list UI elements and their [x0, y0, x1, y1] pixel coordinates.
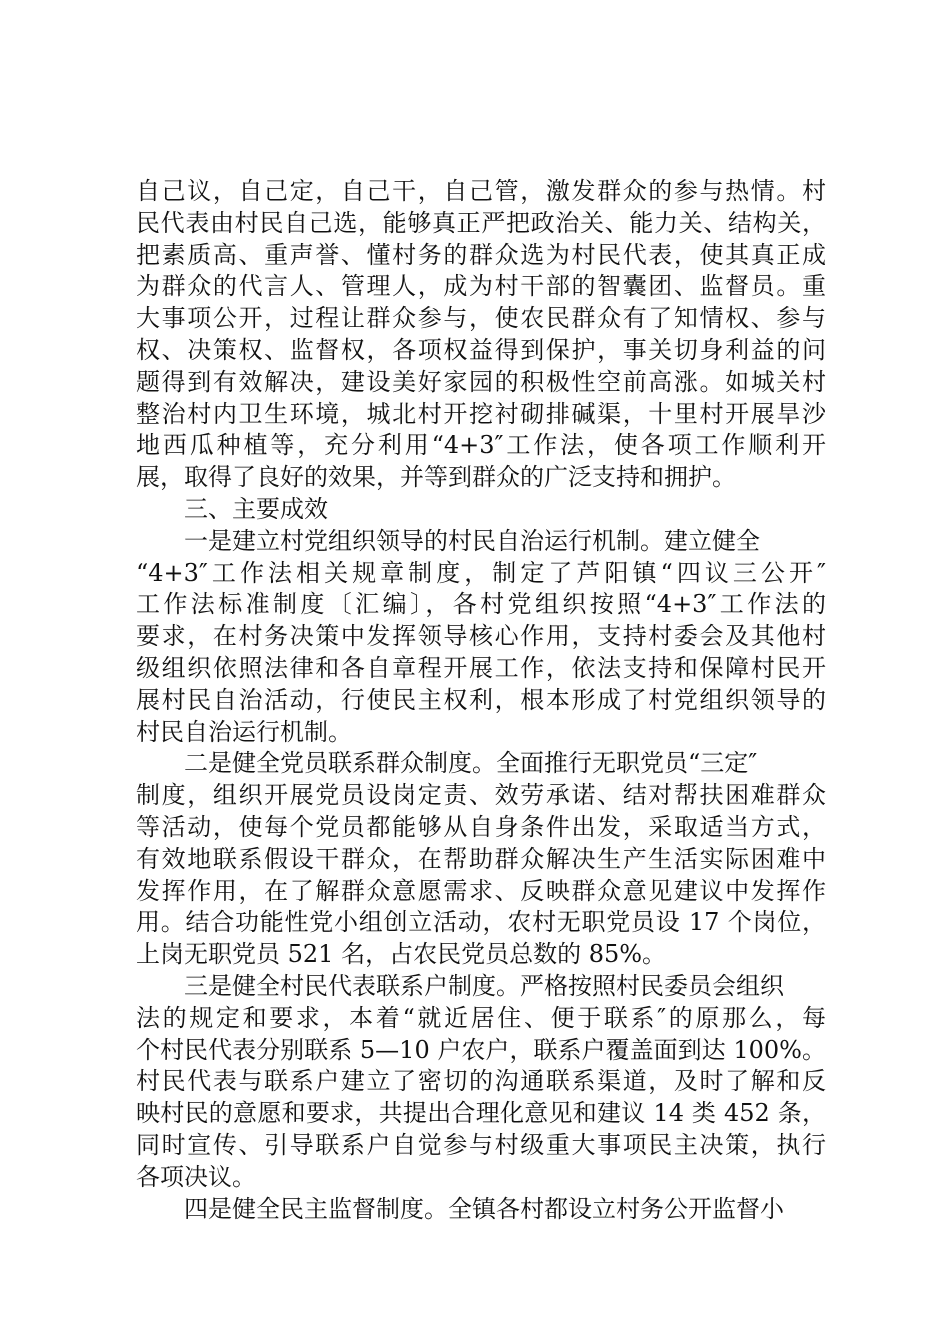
text-line: 同时宣传、引导联系户自觉参与村级重大事项民主决策，执行 [136, 1130, 826, 1159]
text-line: 展，取得了良好的效果，并等到群众的广泛支持和拥护。 [136, 463, 736, 492]
text-line: 地西瓜种植等，充分利用“4+3″工作法，使各项工作顺利开 [136, 431, 826, 460]
text-line: 发挥作用，在了解群众意愿需求、反映群众意见建议中发挥作 [136, 876, 826, 905]
text-line: 题得到有效解决，建设美好家园的积极性空前高涨。如城关村 [136, 367, 826, 396]
text-line: 把素质高、重声誉、懂村务的群众选为村民代表，使其真正成 [136, 240, 826, 269]
text-line: 工作法标准制度〔汇编〕，各村党组织按照“4+3″工作法的 [136, 590, 826, 619]
text-line: 村民代表与联系户建立了密切的沟通联系渠道，及时了解和反 [136, 1067, 826, 1096]
text-line: 有效地联系假设干群众，在帮助群众解决生产生活实际困难中 [136, 844, 826, 873]
text-line: 用。结合功能性党小组创立活动，农村无职党员设 17 个岗位， [136, 908, 826, 937]
text-line: 一是建立村党组织领导的村民自治运行机制。建立健全 [184, 526, 760, 555]
text-line: 自己议，自己定，自己干，自己管，激发群众的参与热情。村 [136, 177, 826, 205]
text-line: 要求，在村务决策中发挥领导核心作用，支持村委会及其他村 [136, 622, 826, 651]
text-line: 为群众的代言人、管理人，成为村干部的智囊团、监督员。重 [136, 272, 826, 301]
text-line: 上岗无职党员 521 名，占农民党员总数的 85%。 [136, 940, 667, 969]
text-line: 等活动，使每个党员都能够从自身条件出发，采取适当方式， [136, 812, 826, 841]
text-line: 二是健全党员联系群众制度。全面推行无职党员“三定″ [184, 749, 758, 778]
text-line: 各项决议。 [136, 1162, 256, 1191]
text-line: 大事项公开，过程让群众参与，使农民群众有了知情权、参与 [136, 304, 826, 333]
document-body [136, 176, 826, 1225]
text-line: 级组织依照法律和各自章程开展工作，依法支持和保障村民开 [136, 653, 826, 682]
text-line: 映村民的意愿和要求，共提出合理化意见和建议 14 类 452 条， [136, 1099, 826, 1128]
section-heading: 三、主要成效 [184, 494, 328, 523]
text-line: 整治村内卫生环境，城北村开挖衬砌排碱渠，十里村开展旱沙 [136, 399, 826, 428]
text-line: 民代表由村民自己选，能够真正严把政治关、能力关、结构关， [136, 208, 826, 237]
text-line: “4+3″工作法相关规章制度，制定了芦阳镇“四议三公开″ [136, 558, 826, 587]
text-line: 展村民自治活动，行使民主权利，根本形成了村党组织领导的 [136, 685, 826, 714]
text-line: 三是健全村民代表联系户制度。严格按照村民委员会组织 [184, 971, 784, 1000]
text-line: 法的规定和要求，本着“就近居住、便于联系″的原那么，每 [136, 1003, 826, 1032]
text-line: 制度，组织开展党员设岗定责、效劳承诺、结对帮扶困难群众 [136, 781, 826, 810]
text-line: 权、决策权、监督权，各项权益得到保护，事关切身利益的问 [136, 335, 826, 364]
text-line: 个村民代表分别联系 5—10 户农户，联系户覆盖面到达 100%。 [136, 1035, 826, 1064]
text-line: 四是健全民主监督制度。全镇各村都设立村务公开监督小 [184, 1194, 784, 1223]
text-line: 村民自治运行机制。 [136, 717, 352, 746]
